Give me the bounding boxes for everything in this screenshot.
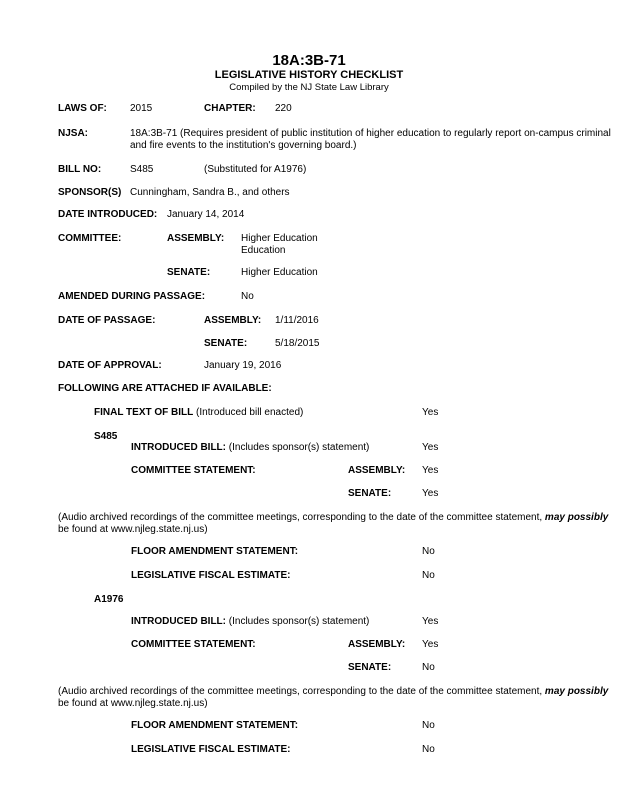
committee-senate-value: Higher Education [241, 267, 318, 278]
date-of-approval-value: January 19, 2016 [204, 360, 282, 371]
s485-audio-note-line1 [58, 512, 608, 524]
attached-heading: FOLLOWING ARE ATTACHED IF AVAILABLE: [58, 383, 272, 394]
s485-audio-note-emphasis: may possibly [544, 512, 609, 523]
njsa-line2: and fire events to the institution's governing board.) [130, 140, 357, 151]
laws-of-value: 2015 [130, 103, 153, 114]
passage-assembly-value: 1/11/2016 [275, 315, 319, 326]
final-text-value: Yes [422, 407, 439, 418]
chapter-value: 220 [275, 103, 292, 114]
laws-of-label: LAWS OF: [58, 103, 107, 114]
s485-introduced-value: Yes [422, 442, 439, 453]
amended-value: No [241, 291, 254, 302]
s485-introduced-note: (Includes sponsor(s) statement) [228, 442, 370, 453]
date-of-passage-label: DATE OF PASSAGE: [58, 315, 156, 326]
final-text-note: (Introduced bill enacted) [196, 407, 304, 418]
s485-fiscal-label: LEGISLATIVE FISCAL ESTIMATE: [131, 570, 291, 581]
final-text-row [94, 407, 303, 419]
a1976-label: A1976 [94, 594, 124, 605]
a1976-senate-label: SENATE: [348, 662, 392, 673]
s485-fiscal-value: No [422, 570, 435, 581]
bill-no-note: (Substituted for A1976) [204, 164, 307, 175]
njsa-line1: 18A:3B-71 (Requires president of public institution of higher education to regularly report on-campus criminal [130, 128, 611, 139]
a1976-floor-value: No [422, 720, 435, 731]
checklist-title: LEGISLATIVE HISTORY CHECKLIST [214, 69, 404, 81]
a1976-assembly-label: ASSEMBLY: [348, 639, 406, 650]
a1976-fiscal-label: LEGISLATIVE FISCAL ESTIMATE: [131, 744, 291, 755]
a1976-audio-note-emphasis: may possibly [544, 686, 609, 697]
s485-introduced-row [131, 442, 369, 454]
s485-senate-value: Yes [422, 488, 439, 499]
compiled-by: Compiled by the NJ State Law Library [229, 82, 389, 93]
s485-audio-note-line2: be found at www.njleg.state.nj.us) [58, 524, 208, 535]
committee-assembly-label: ASSEMBLY: [167, 233, 225, 244]
s485-senate-label: SENATE: [348, 488, 392, 499]
final-text-label: FINAL TEXT OF BILL [94, 407, 194, 418]
a1976-introduced-note: (Includes sponsor(s) statement) [228, 616, 370, 627]
s485-floor-value: No [422, 546, 435, 557]
a1976-introduced-row [131, 616, 369, 628]
statute-title: 18A:3B-71 [272, 52, 346, 69]
a1976-audio-note-line2: be found at www.njleg.state.nj.us) [58, 698, 208, 709]
a1976-floor-label: FLOOR AMENDMENT STATEMENT: [131, 720, 299, 731]
s485-committee-statement-label: COMMITTEE STATEMENT: [131, 465, 256, 476]
sponsor-value: Cunningham, Sandra B., and others [130, 187, 290, 198]
a1976-audio-note-text: (Audio archived recordings of the committee meetings, corresponding to the date of the committee statement, [58, 686, 543, 697]
passage-senate-label: SENATE: [204, 338, 248, 349]
date-of-approval-label: DATE OF APPROVAL: [58, 360, 162, 371]
s485-label: S485 [94, 431, 118, 442]
s485-floor-label: FLOOR AMENDMENT STATEMENT: [131, 546, 299, 557]
s485-audio-note-text: (Audio archived recordings of the committee meetings, corresponding to the date of the committee statement, [58, 512, 543, 523]
a1976-assembly-value: Yes [422, 639, 439, 650]
a1976-senate-value: No [422, 662, 435, 673]
s485-assembly-label: ASSEMBLY: [348, 465, 406, 476]
passage-senate-value: 5/18/2015 [275, 338, 320, 349]
passage-assembly-label: ASSEMBLY: [204, 315, 262, 326]
a1976-fiscal-value: No [422, 744, 435, 755]
s485-introduced-label: INTRODUCED BILL: [131, 442, 226, 453]
bill-no-label: BILL NO: [58, 164, 102, 175]
committee-assembly-line2: Education [241, 245, 286, 256]
s485-assembly-value: Yes [422, 465, 439, 476]
a1976-committee-statement-label: COMMITTEE STATEMENT: [131, 639, 256, 650]
committee-assembly-line1: Higher Education [241, 233, 318, 244]
a1976-audio-note-line1 [58, 686, 608, 698]
amended-label: AMENDED DURING PASSAGE: [58, 291, 206, 302]
sponsor-label: SPONSOR(S) [58, 187, 122, 198]
njsa-label: NJSA: [58, 128, 89, 139]
a1976-introduced-value: Yes [422, 616, 439, 627]
bill-no-value: S485 [130, 164, 154, 175]
committee-label: COMMITTEE: [58, 233, 122, 244]
date-introduced-value: January 14, 2014 [167, 209, 245, 220]
date-introduced-label: DATE INTRODUCED: [58, 209, 158, 220]
a1976-introduced-label: INTRODUCED BILL: [131, 616, 226, 627]
committee-senate-label: SENATE: [167, 267, 211, 278]
chapter-label: CHAPTER: [204, 103, 256, 114]
